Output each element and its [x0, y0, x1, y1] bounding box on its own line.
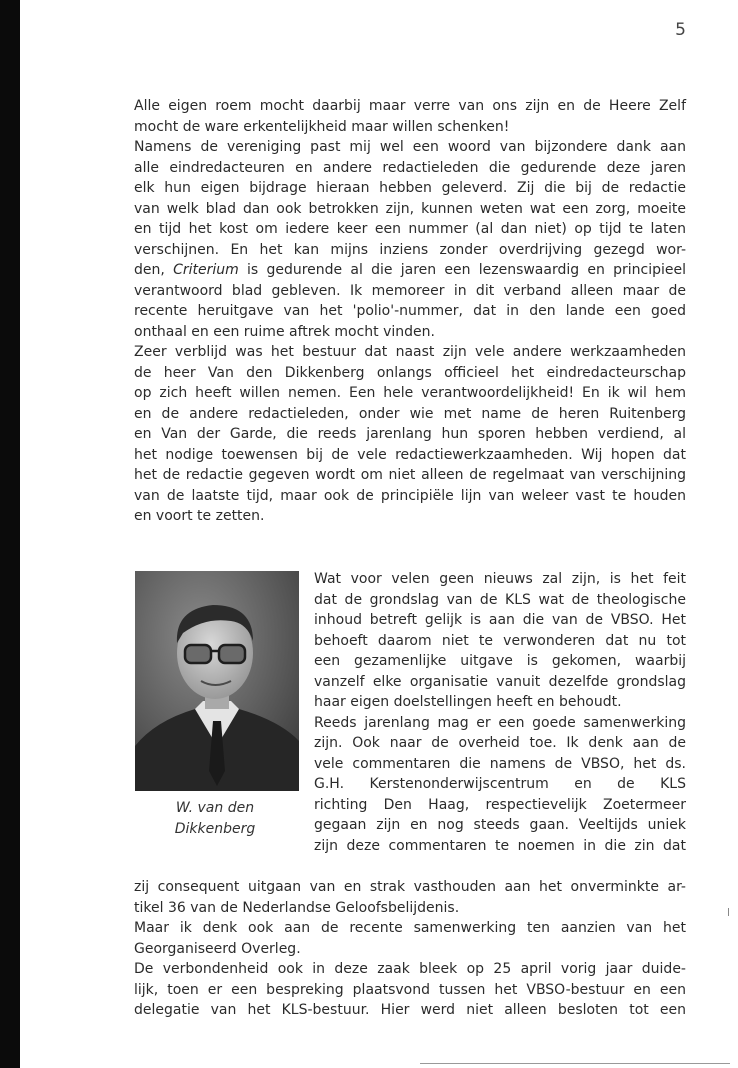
text-line: op zich heeft willen nemen. Een hele verantwoordelijkheid! En ik wil hem — [134, 385, 686, 401]
text-line: vele commentaren die namens de VBSO, het ds. — [314, 755, 686, 772]
caption-line: W. van den — [175, 800, 255, 816]
photo-caption — [150, 798, 280, 840]
text-line: en de andere redactieleden, onder wie met name de heren Ruitenberg — [134, 405, 686, 422]
text-line: recente heruitgave van het 'polio'-nummer, dat in den lande een goed — [134, 303, 686, 319]
text-line: zij consequent uitgaan van en strak vasthouden aan het onverminkte ar- — [134, 879, 686, 895]
text-line: tikel 36 van de Nederlandse Geloofsbelijdenis. — [134, 899, 460, 916]
text-line: van de laatste tijd, maar ook de principiële lijn van weleer vast te houden — [134, 487, 686, 504]
text-line: lijk, toen er een bespreking plaatsvond tussen het VBSO-bestuur en een — [134, 981, 686, 998]
text-line: Namens de vereniging past mij wel een woord van bijzondere dank aan — [134, 139, 686, 155]
text-line: dat de grondslag van de KLS wat de theologische — [314, 591, 686, 608]
scan-edge-shadow — [0, 0, 20, 1068]
portrait-photo — [135, 571, 299, 791]
text-line: verschijnen. En het kan mijns inziens zonder overdrijving gezegd wor- — [134, 241, 686, 258]
page-number: 5 — [675, 20, 686, 40]
text-line: de heer Van den Dikkenberg onlangs officieel het eindredacteurschap — [134, 364, 686, 381]
text-line: een gezamenlijke uitgave is gekomen, waarbij — [314, 653, 686, 669]
text-line: Maar ik denk ook aan de recente samenwerking ten aanzien van het — [134, 920, 686, 936]
text-fragment: den, — [134, 262, 165, 278]
text-line: elk hun eigen bijdrage hieraan hebben geleverd. Zij die bij de redactie — [134, 180, 686, 196]
text-line: G.H. Kerstenonderwijscentrum en de KLS — [314, 776, 686, 792]
text-line: Reeds jarenlang mag er een goede samenwerking — [314, 714, 686, 731]
text-line: Wat voor velen geen nieuws zal zijn, is het feit — [314, 571, 686, 587]
body-text-beside-photo — [314, 569, 686, 856]
text-line: Georganiseerd Overleg. — [134, 940, 301, 957]
text-line: van welk blad dan ook betrokken zijn, kunnen weten wat een zorg, moeite — [134, 200, 686, 217]
publication-title: Criterium — [173, 262, 239, 278]
text-line — [134, 260, 686, 281]
text-line: gegaan zijn en nog steeds gaan. Veeltijds uniek — [314, 817, 686, 833]
text-line: Zeer verblijd was het bestuur dat naast zijn vele andere werkzaamheden — [134, 344, 686, 360]
text-line: behoeft daarom niet te verwonderen dat nu tot — [314, 632, 686, 649]
text-line: onthaal en een ruime aftrek mocht vinden. — [134, 323, 435, 340]
text-line: verantwoord blad gebleven. Ik memoreer in dit verband alleen maar de — [134, 282, 686, 299]
text-line: inhoud betreft gelijk is aan die van de VBSO. Het — [314, 612, 686, 628]
portrait-illustration — [135, 571, 299, 791]
text-line: en Van der Garde, die reeds jarenlang hun sporen hebben verdiend, al — [134, 426, 686, 442]
text-line: alle eindredacteuren en andere redactieleden die gedurende deze jaren — [134, 159, 686, 176]
text-fragment: is gedurende al die jaren een lezenswaardig en principieel — [247, 262, 687, 278]
text-line: zijn deze commentaren te noemen in die zin dat — [314, 837, 686, 854]
text-line: richting Den Haag, respectievelijk Zoetermeer — [314, 796, 686, 813]
text-line: delegatie van het KLS-bestuur. Hier werd niet alleen besloten tot een — [134, 1002, 686, 1018]
scan-edge-mark — [728, 908, 729, 916]
text-line: het nodige toewensen bij de vele redactiewerkzaamheden. Wij hopen dat — [134, 446, 686, 463]
text-line: het de redactie gegeven wordt om niet alleen de regelmaat van verschijning — [134, 467, 686, 483]
text-line: en tijd het kost om iedere keer een nummer (al dan niet) op tijd te laten — [134, 221, 686, 237]
body-text-bottom — [134, 877, 686, 1021]
text-line: en voort te zetten. — [134, 508, 265, 524]
text-line: Alle eigen roem mocht daarbij maar verre van ons zijn en de Heere Zelf — [134, 98, 686, 114]
caption-line: Dikkenberg — [174, 821, 256, 837]
scan-edge-line — [420, 1063, 730, 1064]
text-line: haar eigen doelstellingen heeft en behoudt. — [314, 694, 622, 710]
text-line: zijn. Ook naar de overheid toe. Ik denk aan de — [314, 735, 686, 751]
text-line: mocht de ware erkentelijkheid maar willen schenken! — [134, 118, 510, 135]
text-line: vanzelf elke organisatie vanuit dezelfde grondslag — [314, 673, 686, 690]
text-line: De verbondenheid ook in deze zaak bleek op 25 april vorig jaar duide- — [134, 961, 686, 977]
body-text-top — [134, 96, 686, 527]
